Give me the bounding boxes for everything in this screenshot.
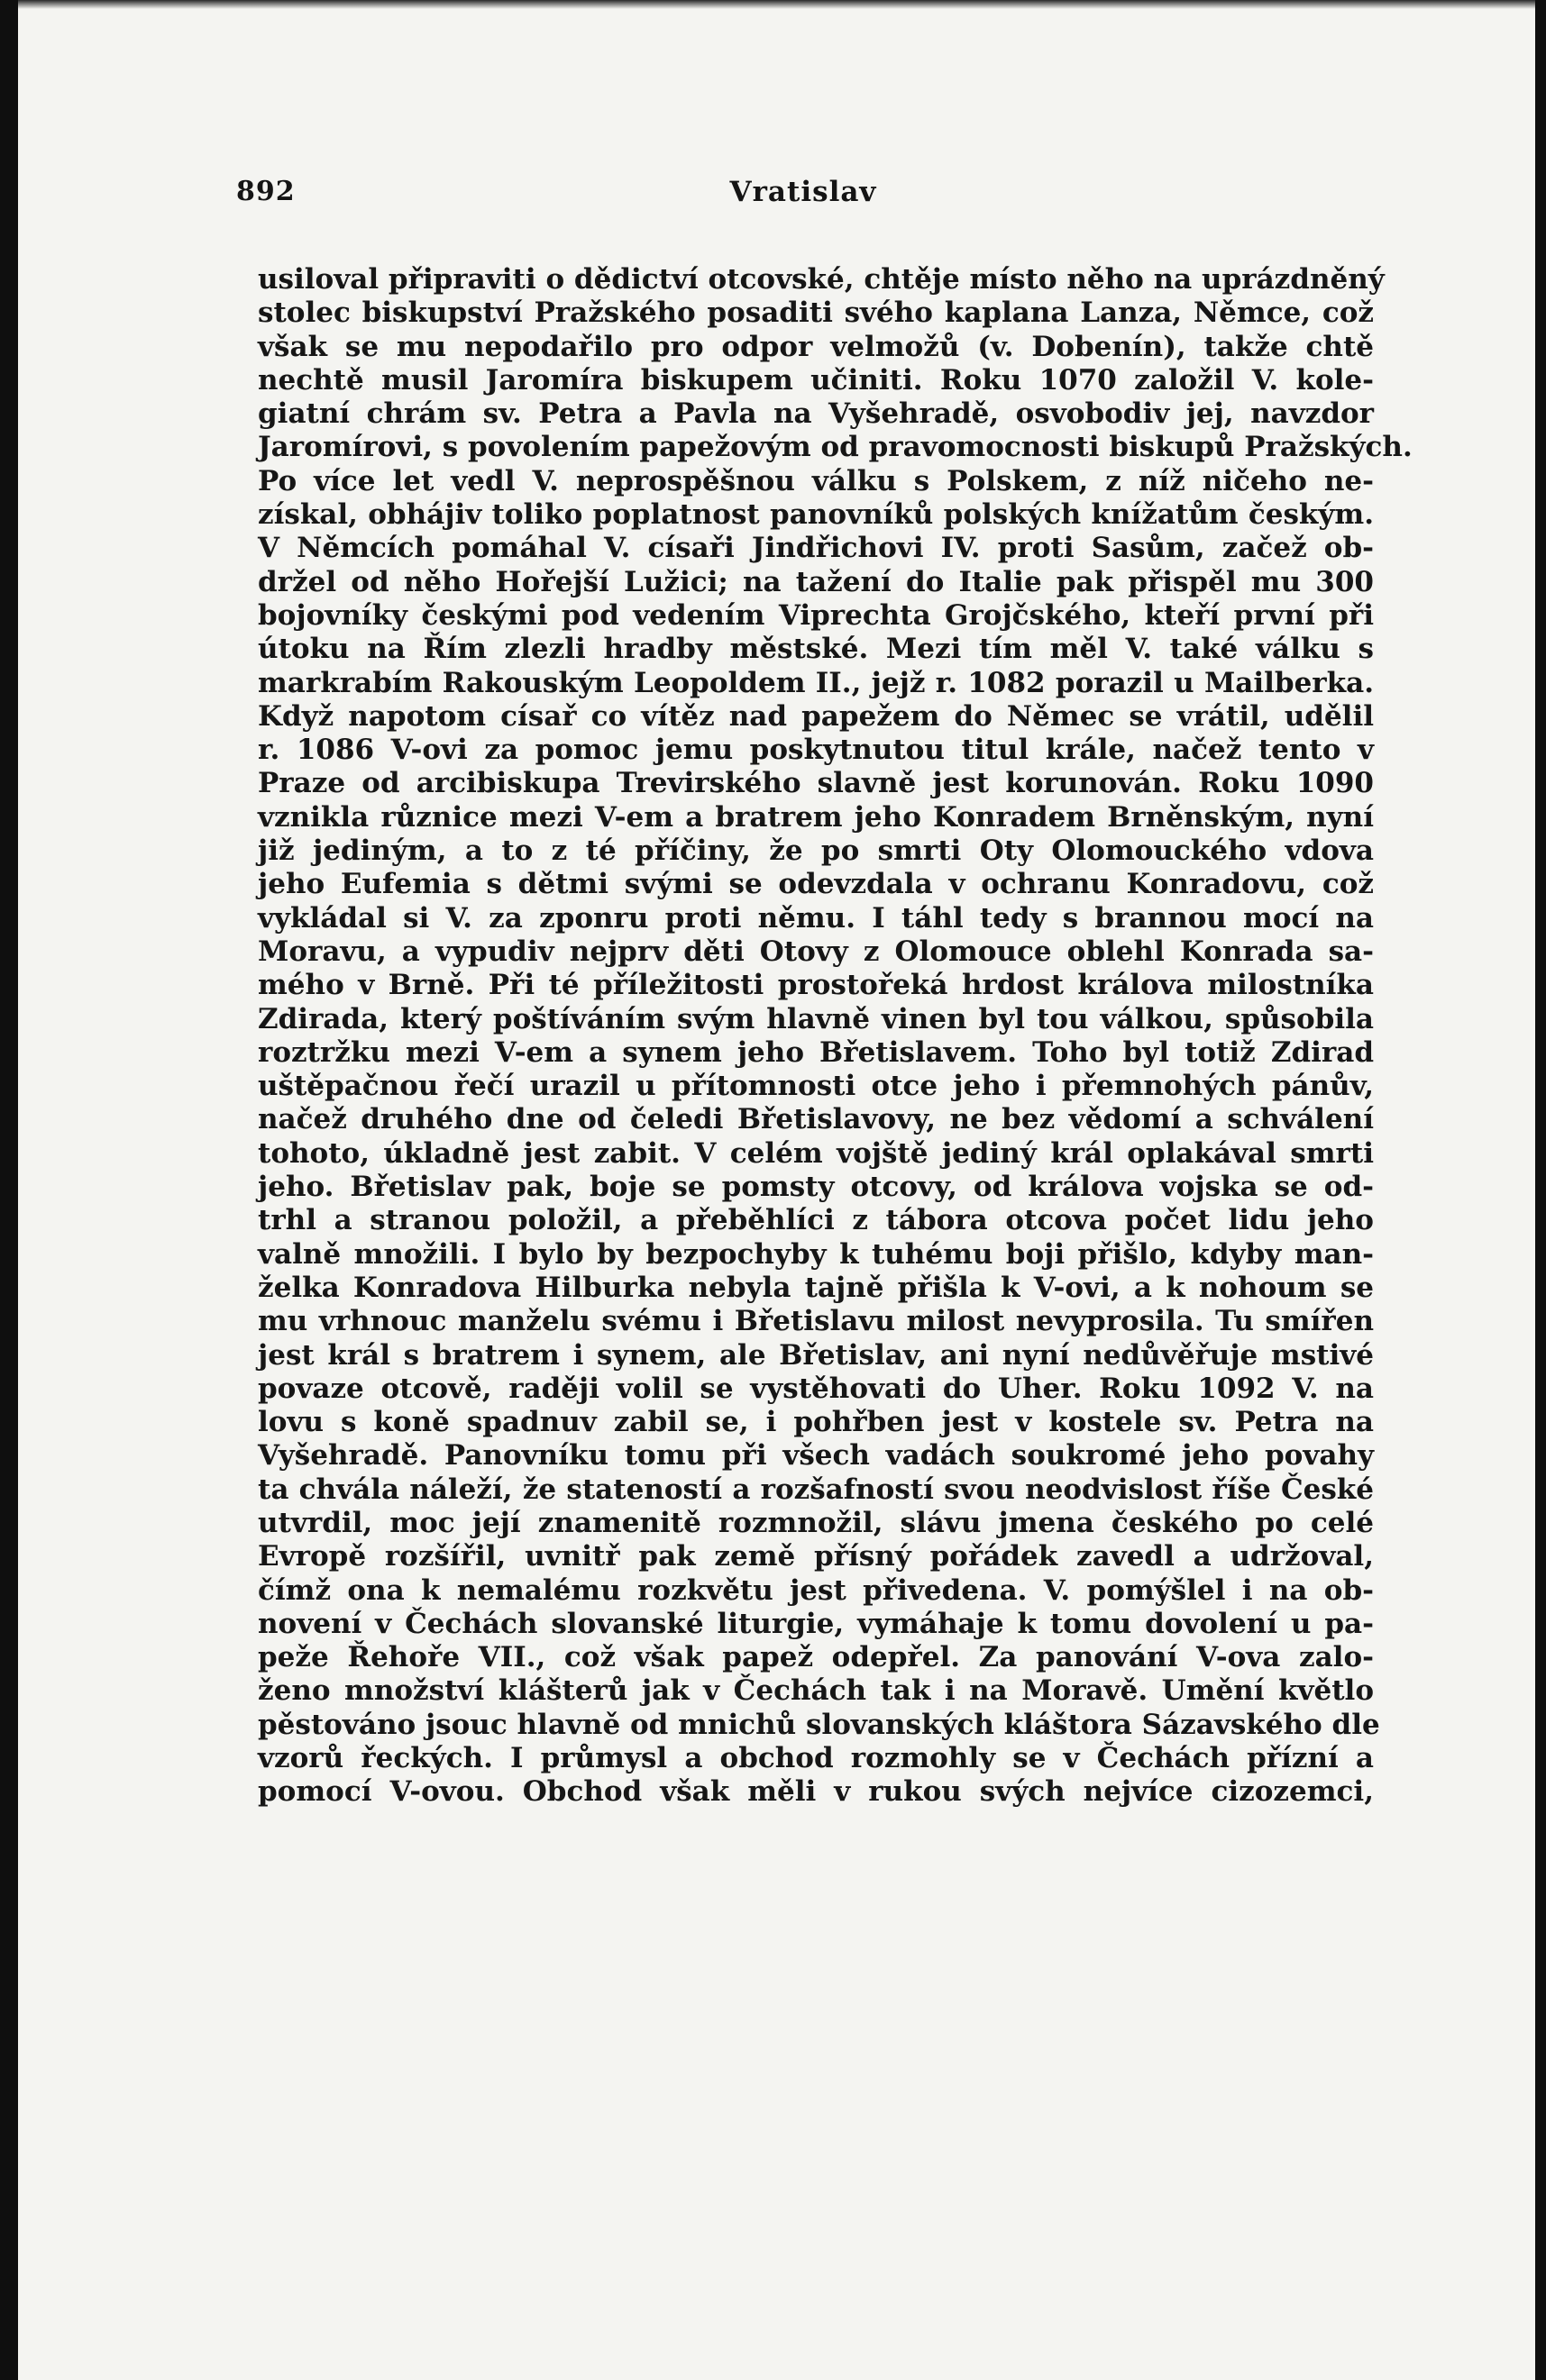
text-line: bojovníky českými pod vedením Viprechta Grojčského, kteří první při [258, 598, 1374, 632]
page-header [236, 176, 1370, 212]
text-line: valně množili. I bylo by bezpochyby k tuhému boji přišlo, kdyby man- [258, 1237, 1374, 1271]
text-line: jeho. Břetislav pak, boje se pomsty otcovy, od králova vojska se od- [258, 1171, 1374, 1204]
text-line: vzorů řeckých. I průmysl a obchod rozmohly se v Čechách přízní a [258, 1742, 1374, 1775]
text-line: želka Konradova Hilburka nebyla tajně přišla k V-ovi, a k nohoum se [258, 1271, 1374, 1304]
text-line: již jediným, a to z té příčiny, že po smrti Oty Olomouckého vdova [258, 834, 1374, 868]
text-line: držel od něho Hořejší Lužici; na tažení do Italie pak přispěl mu 300 [258, 565, 1374, 598]
text-line: Vyšehradě. Panovníku tomu při všech vadách soukromé jeho povahy [258, 1439, 1374, 1473]
text-line: pěstováno jsouc hlavně od mnichů slovanských kláštora Sázavského dle [258, 1708, 1380, 1741]
text-line: Zdirada, který poštíváním svým hlavně vinen byl tou válkou, spůsobila [258, 1002, 1374, 1035]
text-line: Po více let vedl V. neprospěšnou válku s Polskem, z níž ničeho ne- [258, 464, 1374, 497]
text-line: načež druhého dne od čeledi Břetislavovy, ne bez vědomí a schválení [258, 1103, 1374, 1136]
page-top-edge [18, 0, 1535, 9]
text-line: ženo množství klášterů jak v Čechách tak i na Moravě. Umění květlo [258, 1674, 1374, 1708]
text-line: získal, obhájiv toliko poplatnost panovníků polských knížatům českým. [258, 498, 1374, 532]
text-line: nechtě musil Jaromíra biskupem učiniti. Roku 1070 založil V. kole- [258, 363, 1374, 397]
text-line: pomocí V-ovou. Obchod však měli v rukou svých nejvíce cizozemci, [258, 1775, 1374, 1809]
page-number: 892 [236, 176, 296, 207]
running-head: Vratislav [729, 176, 877, 208]
text-line: jeho Eufemia s dětmi svými se odevzdala v ochranu Konradovu, což [258, 868, 1374, 901]
text-line: Jaromírovi, s povolením papežovým od pravomocnosti biskupů Pražských. [258, 431, 1413, 464]
text-line: V Němcích pomáhal V. císaři Jindřichovi IV. proti Sasům, začež ob- [258, 532, 1374, 565]
text-line: stolec biskupství Pražského posaditi svého kaplana Lanza, Němce, což [258, 296, 1374, 330]
text-line: markrabím Rakouským Leopoldem II., jejž r. 1082 porazil u Mailberka. [258, 666, 1374, 699]
text-line: r. 1086 V-ovi za pomoc jemu poskytnutou titul krále, načež tento v [258, 734, 1374, 767]
text-line: usiloval připraviti o dědictví otcovské, chtěje místo něho na uprázdněný [258, 263, 1385, 296]
text-line: však se mu nepodařilo pro odpor velmožů (v. Dobenín), takže chtě [258, 330, 1374, 363]
body-text [258, 263, 1413, 1810]
text-line: vykládal si V. za zponru proti němu. I táhl tedy s brannou mocí na [258, 901, 1374, 935]
text-line: útoku na Řím zlezli hradby městské. Mezi tím měl V. také válku s [258, 633, 1374, 666]
text-line: giatní chrám sv. Petra a Pavla na Vyšehradě, osvobodiv jej, navzdor [258, 397, 1374, 431]
text-line: Když napotom císař co vítěz nad papežem do Němec se vrátil, udělil [258, 699, 1374, 733]
text-line: Moravu, a vypudiv nejprv děti Otovy z Olomouce oblehl Konrada sa- [258, 935, 1374, 968]
text-line: trhl a stranou položil, a přeběhlíci z tábora otcova počet lidu jeho [258, 1204, 1374, 1237]
text-line: uštěpačnou řečí urazil u přítomnosti otce jeho i přemnohých pánův, [258, 1070, 1374, 1103]
text-line: peže Řehoře VII., což však papež odepřel. Za panování V-ova zalo- [258, 1641, 1374, 1674]
text-line: povaze otcově, raději volil se vystěhovati do Uher. Roku 1092 V. na [258, 1372, 1374, 1405]
text-line: lovu s koně spadnuv zabil se, i pohřben jest v kostele sv. Petra na [258, 1406, 1374, 1439]
text-line: Praze od arcibiskupa Trevirského slavně jest korunován. Roku 1090 [258, 767, 1374, 800]
text-line: utvrdil, moc její znamenitě rozmnožil, slávu jmena českého po celé [258, 1506, 1374, 1539]
text-line: ta chvála náleží, že stateností a rozšafností svou neodvislost říše České [258, 1473, 1374, 1506]
text-line: Evropě rozšířil, uvnitř pak země přísný pořádek zavedl a udržoval, [258, 1540, 1374, 1573]
text-line: mého v Brně. Při té příležitosti prostořeká hrdost králova milostníka [258, 969, 1374, 1002]
text-line: vznikla různice mezi V-em a bratrem jeho Konradem Brněnským, nyní [258, 800, 1374, 834]
text-line: jest král s bratrem i synem, ale Břetislav, ani nyní nedůvěřuje mstivé [258, 1338, 1374, 1372]
text-line: novení v Čechách slovanské liturgie, vymáhaje k tomu dovolení u pa- [258, 1607, 1374, 1640]
text-line: roztržku mezi V-em a synem jeho Břetislavem. Toho byl totiž Zdirad [258, 1035, 1374, 1069]
text-line: mu vrhnouc manželu svému i Břetislavu milost nevyprosila. Tu smířen [258, 1305, 1374, 1338]
text-line: čímž ona k nemalému rozkvětu jest přivedena. V. pomýšlel i na ob- [258, 1573, 1374, 1607]
text-line: tohoto, úkladně jest zabit. V celém vojště jediný král oplakával smrti [258, 1136, 1374, 1170]
